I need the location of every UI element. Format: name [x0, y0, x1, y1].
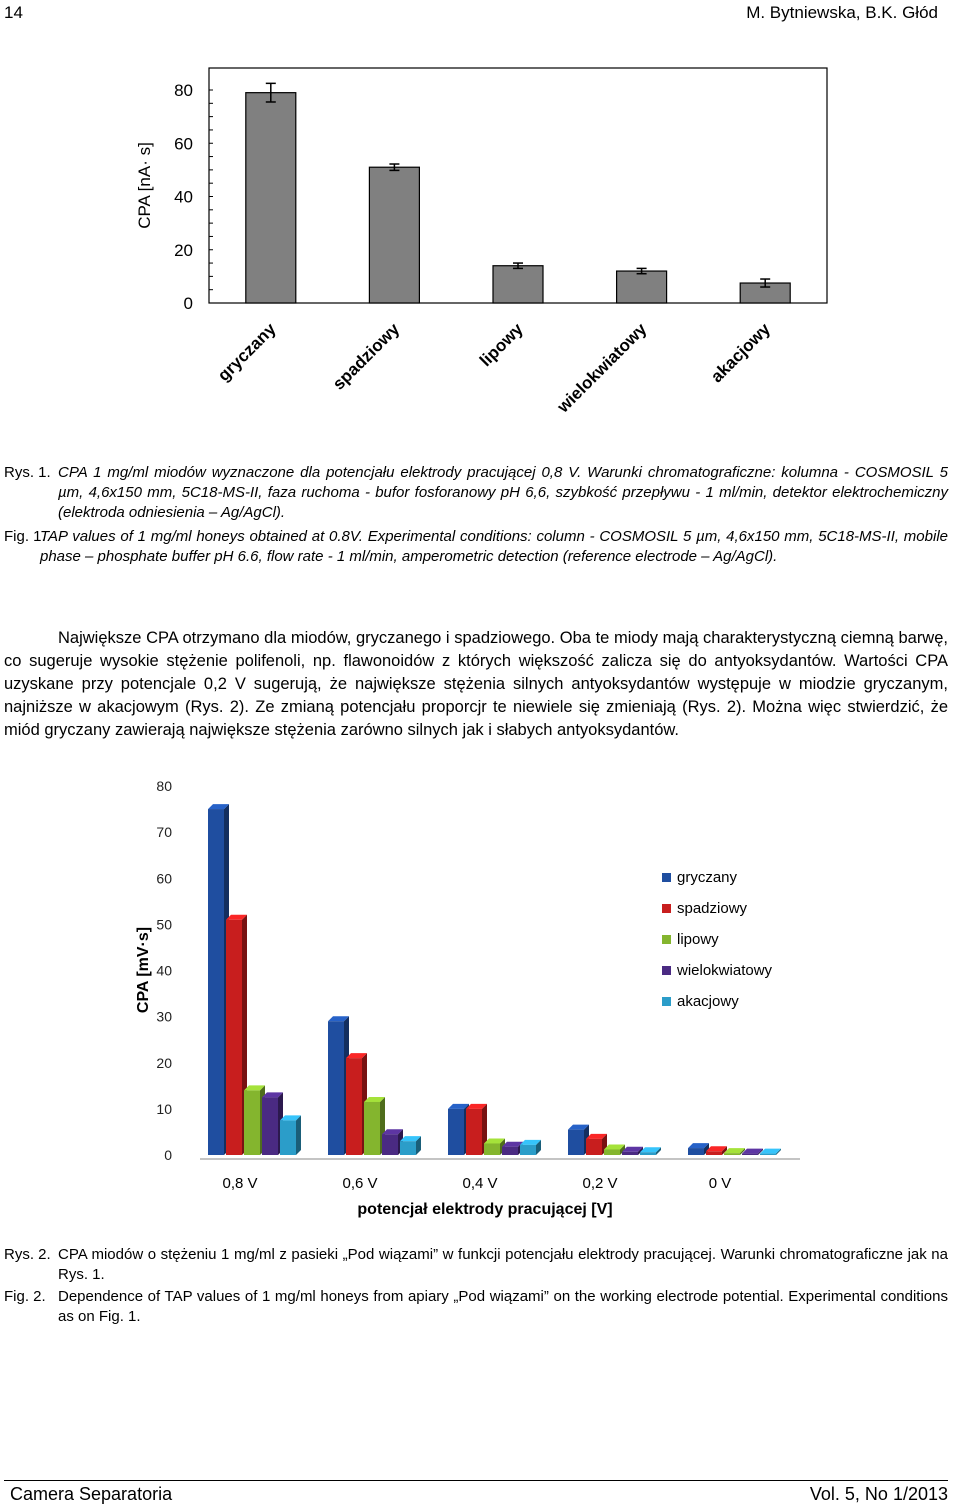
fig2-legend-swatch	[662, 873, 671, 882]
fig2-xlabel: potencjał elektrody pracującej [V]	[357, 1201, 613, 1218]
fig2-bar	[724, 1153, 740, 1155]
fig2-bar	[622, 1152, 638, 1155]
figure2-chart	[0, 770, 960, 1230]
fig2-bar	[364, 1102, 380, 1155]
fig2-legend-label: spadziowy	[677, 900, 748, 917]
fig1-category-label: akacjowy	[707, 319, 775, 387]
footer-rule	[4, 1480, 948, 1481]
fig2-caption-pl-label: Rys. 2.	[4, 1246, 51, 1263]
fig1-ytick-label: 0	[183, 294, 193, 313]
fig2-ytick-label: 0	[164, 1147, 172, 1163]
figure1-caption-pl	[4, 463, 948, 523]
fig2-category-label: 0 V	[708, 1175, 732, 1192]
fig1-bar	[246, 93, 296, 303]
fig1-ytick-label: 80	[174, 81, 193, 100]
fig1-bar	[493, 266, 543, 303]
fig2-bar	[448, 1109, 464, 1155]
fig2-bar-side	[296, 1115, 301, 1155]
fig1-caption-en-label: Fig. 1.	[4, 528, 46, 545]
fig1-category-label: wielokwiatowy	[553, 319, 651, 417]
fig2-bar	[640, 1152, 656, 1155]
fig2-bar	[280, 1120, 296, 1155]
fig2-bar	[262, 1097, 278, 1155]
fig2-bar	[742, 1154, 758, 1155]
fig2-caption-en-label: Fig. 2.	[4, 1288, 46, 1305]
fig2-caption-pl-text: CPA miodów o stężeniu 1 mg/ml z pasieki „Pod wiązami” w funkcji potencjału elektrody pracującej. Warunki chromatograficzne jak na Rys. 1.	[58, 1246, 948, 1283]
fig2-ytick-label: 10	[156, 1100, 172, 1117]
fig2-caption-en-text: Dependence of TAP values of 1 mg/ml honeys from apiary „Pod wiązami” on the working electrode potential. Experimental conditions as on Fig. 1.	[58, 1288, 948, 1325]
fig2-ylabel: CPA [mV·s]	[135, 926, 152, 1014]
fig2-bar	[502, 1147, 518, 1155]
fig1-caption-pl-text: CPA 1 mg/ml miodów wyznaczone dla potencjału elektrody pracującej 0,8 V. Warunki chromatograficzne: kolumna - COSMOSIL 5 µm, 4,6x150 mm, 5C18-MS-II, faza ruchoma - bufor fosforanowy pH 6,6, szybkość przepływu - 1 ml/min, detektor elektrochemiczny (elektroda odniesienia – Ag/AgCl).	[58, 464, 948, 521]
fig2-bar	[688, 1148, 704, 1155]
fig2-legend-label: gryczany	[677, 869, 738, 886]
fig2-bar	[466, 1109, 482, 1155]
fig1-ytick-label: 20	[174, 240, 193, 260]
fig2-category-label: 0,6 V	[342, 1175, 378, 1192]
fig1-category-label: gryczany	[214, 319, 280, 385]
fig2-bar	[706, 1151, 722, 1155]
fig2-ytick-label: 80	[156, 778, 172, 794]
fig2-bar	[568, 1130, 584, 1155]
fig2-bar	[484, 1143, 500, 1155]
fig2-legend-label: lipowy	[677, 931, 719, 948]
fig2-bar	[382, 1134, 398, 1155]
fig2-bar	[760, 1154, 776, 1155]
fig2-legend-swatch	[662, 966, 671, 975]
footer-journal: Camera Separatoria	[10, 1484, 173, 1504]
fig1-bar	[369, 167, 419, 303]
fig2-ytick-label: 70	[156, 824, 172, 841]
figure1-caption-en	[4, 527, 948, 567]
fig2-legend-label: akacjowy	[677, 993, 739, 1010]
fig2-bar	[244, 1090, 260, 1155]
fig2-category-label: 0,2 V	[582, 1175, 618, 1192]
fig2-bar	[208, 809, 224, 1155]
fig2-category-label: 0,4 V	[462, 1175, 498, 1192]
fig2-bar	[586, 1139, 602, 1155]
fig1-ylabel: CPA [nA· s]	[135, 142, 154, 229]
fig2-bar	[520, 1145, 536, 1155]
figure1-chart	[0, 60, 960, 450]
fig1-caption-pl-label: Rys. 1.	[4, 464, 51, 481]
fig1-ytick-label: 60	[174, 134, 193, 154]
body-text: Największe CPA otrzymano dla miodów, gryczanego i spadziowego. Oba te miody mają charakterystyczną ciemną barwę, co sugeruje wysokie stężenie polifenoli, np. flawonoidów z których większość zalicza się do antyoksydantów. Wartości CPA uzyskane przy potencjale 0,2 V sugerują, że największe stężenia silnych antyoksydantów występuje w miodzie gryczanym, najniższe w akacjowym (Rys. 2). Ze zmianą potencjału proporcjr te niewiele się zmieniają (Rys. 2). Można więc stwierdzić, że miód gryczany zawierają największe stężenia zarówno silnych jak i słabych antyoksydantów.	[4, 629, 948, 739]
fig1-category-label: lipowy	[475, 319, 527, 371]
fig1-category-label: spadziowy	[329, 319, 404, 394]
fig1-caption-en-text: TAP values of 1 mg/ml honeys obtained at 0.8V. Experimental conditions: column - COSMOSIL 5 µm, 4,6x150 mm, 5C18-MS-II, mobile phase – phosphate buffer pH 6.6, flow rate - 1 ml/min, amperometric detection (reference electrode – Ag/AgCl).	[40, 528, 948, 565]
fig2-ytick-label: 40	[156, 962, 172, 979]
fig2-legend-swatch	[662, 997, 671, 1006]
fig2-bar	[226, 920, 242, 1155]
fig2-legend-label: wielokwiatowy	[677, 962, 773, 979]
page-number: 14	[4, 3, 23, 22]
figure2-caption-en	[4, 1287, 948, 1327]
footer-volume: Vol. 5, No 1/2013	[809, 1484, 948, 1504]
fig2-ytick-label: 30	[156, 1008, 172, 1025]
figure2-caption-pl	[4, 1245, 948, 1285]
fig2-legend-swatch	[662, 904, 671, 913]
fig2-ytick-label: 20	[156, 1054, 172, 1071]
fig2-legend-swatch	[662, 935, 671, 944]
fig1-bar	[617, 271, 667, 303]
fig1-ytick-label: 40	[174, 187, 193, 207]
fig2-bar	[328, 1021, 344, 1155]
fig2-bar	[400, 1141, 416, 1155]
fig2-bar	[346, 1058, 362, 1155]
page-authors: M. Bytniewska, B.K. Głód	[746, 3, 938, 22]
fig2-ytick-label: 60	[156, 870, 172, 887]
fig2-ytick-label: 50	[156, 916, 172, 933]
fig2-bar	[604, 1149, 620, 1155]
fig2-category-label: 0,8 V	[222, 1175, 258, 1192]
body-paragraph	[4, 627, 948, 742]
